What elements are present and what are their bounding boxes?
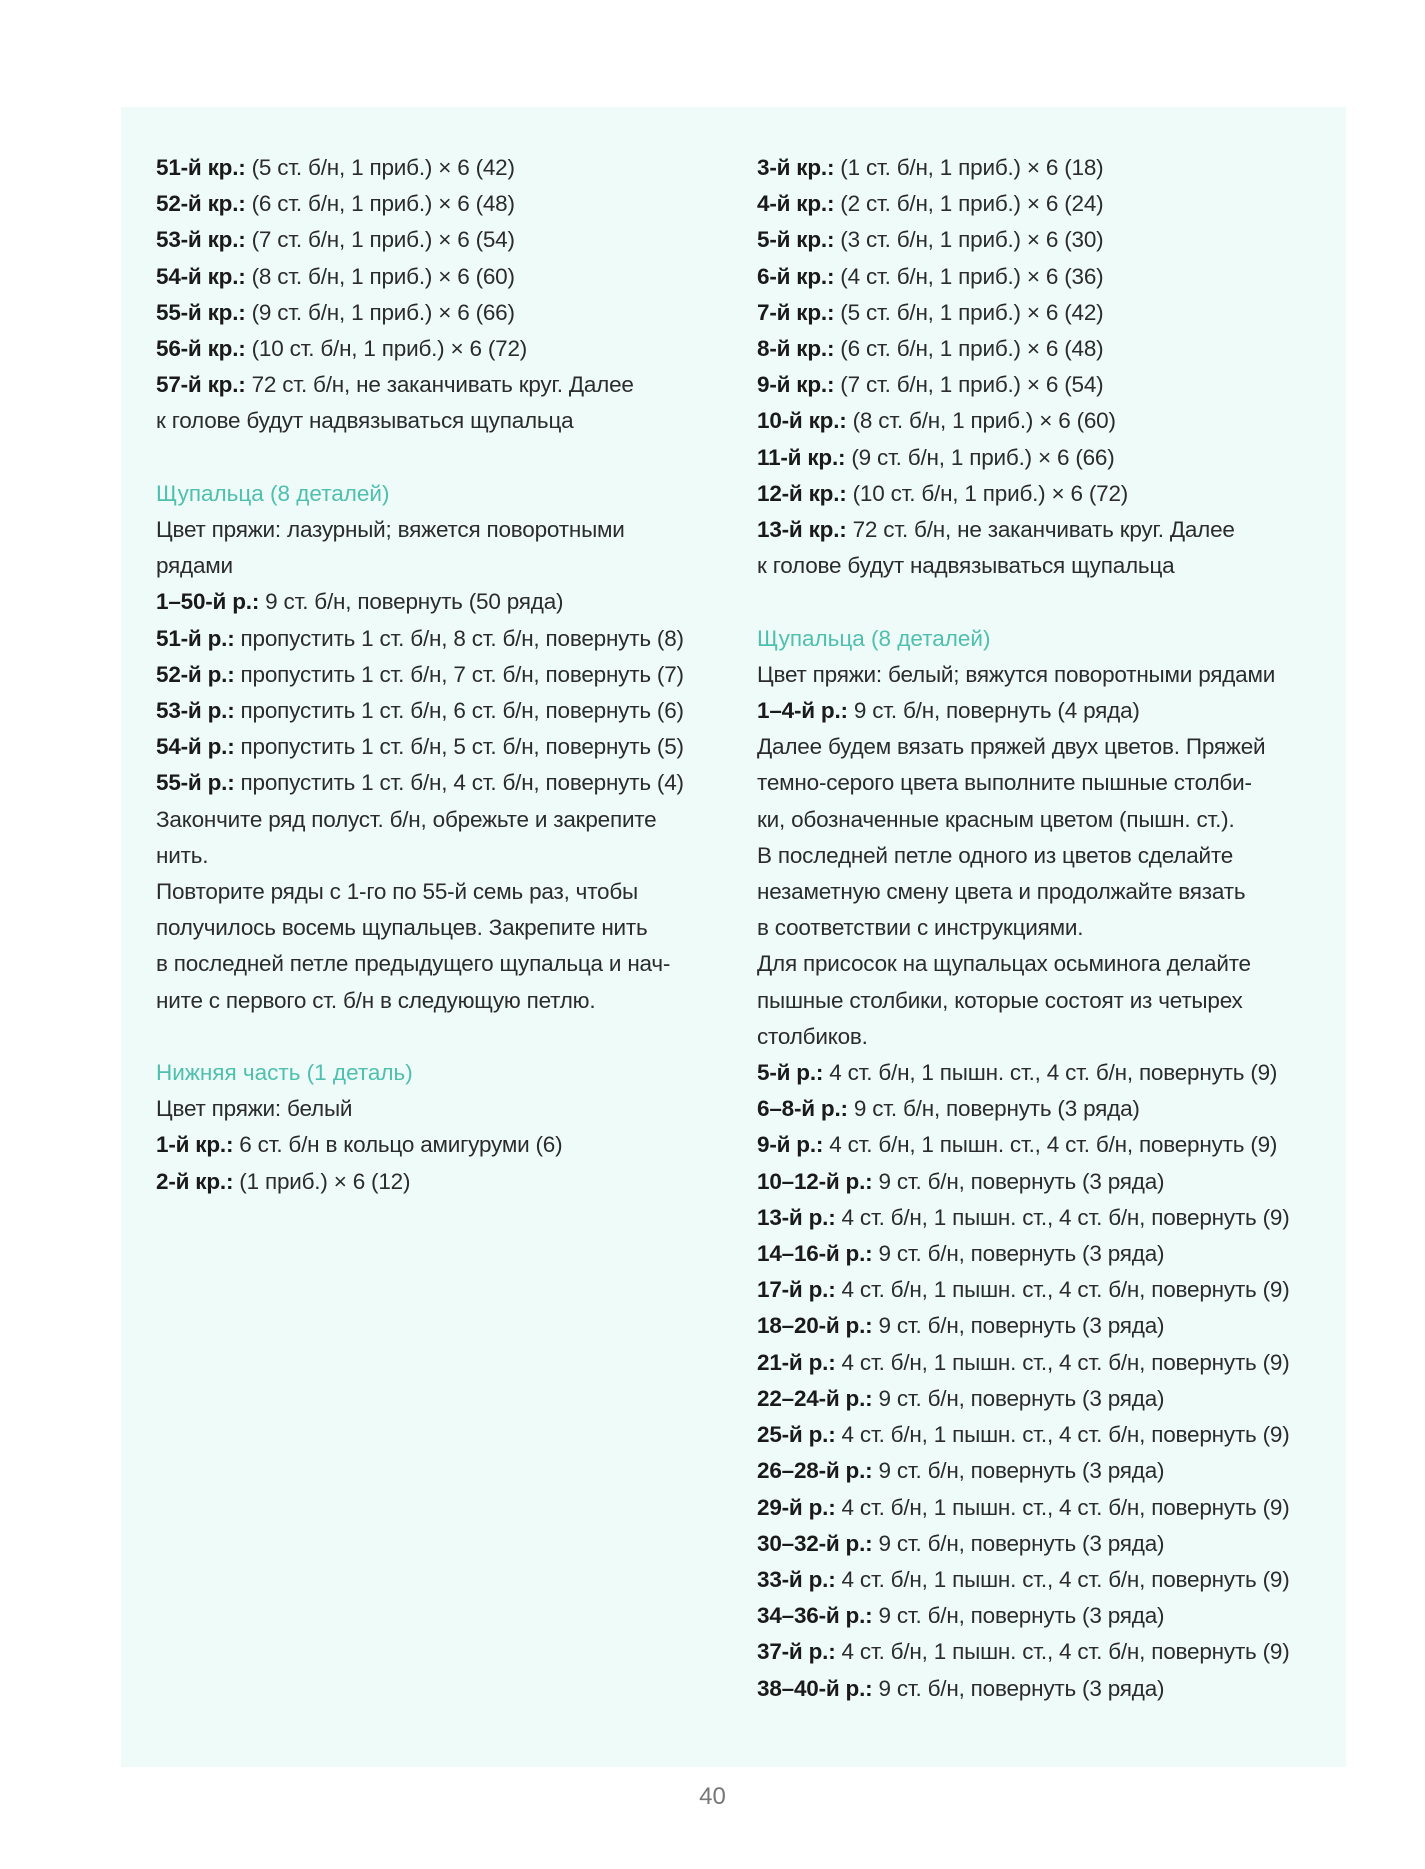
round-label: 51-й кр.: — [156, 155, 246, 180]
round-label: 11-й кр.: — [757, 444, 846, 470]
row-label: 14–16-й р.: — [757, 1241, 873, 1267]
row-text: 4 ст. б/н, 1 пышн. ст., 4 ст. б/н, повернуть (9) — [823, 1060, 1278, 1086]
row-text: 9 ст. б/н, повернуть (3 ряда) — [872, 1313, 1165, 1339]
row-line — [757, 1453, 1317, 1489]
round-line — [757, 367, 1317, 403]
round-line — [757, 403, 1317, 439]
instruction-line: нить. — [156, 842, 209, 868]
round-text: 72 ст. б/н, не заканчивать круг. Далее — [245, 372, 634, 398]
row-line — [156, 584, 716, 620]
round-text: (9 ст. б/н, 1 приб.) × 6 (66) — [245, 299, 515, 325]
row-text: 9 ст. б/н, повернуть (3 ряда) — [872, 1603, 1165, 1629]
yarn-color-line: Цвет пряжи: лазурный; вяжется поворотными — [156, 517, 625, 543]
spacer — [757, 584, 1317, 620]
row-text: 9 ст. б/н, повернуть (4 ряда) — [847, 698, 1140, 724]
round-label: 3-й кр.: — [757, 155, 835, 180]
round-text: (2 ст. б/н, 1 приб.) × 6 (24) — [834, 191, 1104, 217]
rounds-continuation: к голове будут надвязываться щупальца — [757, 553, 1175, 579]
round-line — [757, 186, 1317, 222]
row-text: 4 ст. б/н, 1 пышн. ст., 4 ст. б/н, повернуть (9) — [835, 1494, 1290, 1520]
row-text: 4 ст. б/н, 1 пышн. ст., 4 ст. б/н, повернуть (9) — [823, 1132, 1278, 1158]
instruction-line: в последней петле предыдущего щупальца и нач- — [156, 951, 671, 977]
row-line — [757, 1562, 1317, 1598]
row-line — [156, 657, 716, 693]
page-number: 40 — [699, 1783, 726, 1810]
row-label: 38–40-й р.: — [757, 1675, 873, 1701]
round-text: (6 ст. б/н, 1 приб.) × 6 (48) — [834, 336, 1104, 362]
row-line — [757, 1345, 1317, 1381]
row-label: 6–8-й р.: — [757, 1096, 848, 1122]
row-text: 4 ст. б/н, 1 пышн. ст., 4 ст. б/н, повернуть (9) — [835, 1277, 1290, 1303]
row-text: 4 ст. б/н, 1 пышн. ст., 4 ст. б/н, повернуть (9) — [835, 1566, 1290, 1592]
yarn-color-line: Цвет пряжи: белый — [156, 1096, 353, 1122]
round-text: (1 приб.) × 6 (12) — [233, 1168, 411, 1194]
round-label: 53-й кр.: — [156, 227, 246, 253]
row-line — [757, 1127, 1317, 1163]
round-text: (1 ст. б/н, 1 приб.) × 6 (18) — [834, 155, 1104, 180]
rounds-continuation: к голове будут надвязываться щупальца — [156, 408, 574, 434]
row-text: пропустить 1 ст. б/н, 6 ст. б/н, повернуть (6) — [234, 698, 684, 724]
row-line — [156, 693, 716, 729]
row-label: 54-й р.: — [156, 734, 235, 760]
round-text: (8 ст. б/н, 1 приб.) × 6 (60) — [245, 263, 515, 289]
row-line — [757, 1634, 1317, 1670]
row-line — [156, 765, 716, 801]
row-label: 30–32-й р.: — [757, 1530, 873, 1556]
yarn-color-line: Цвет пряжи: белый; вяжутся поворотными рядами — [757, 661, 1276, 687]
instruction-line: темно-серого цвета выполните пышные столби- — [757, 770, 1252, 796]
row-text: 4 ст. б/н, 1 пышн. ст., 4 ст. б/н, повернуть (9) — [835, 1349, 1290, 1375]
instruction-line: получилось восемь щупальцев. Закрепите нить — [156, 915, 648, 941]
row-label: 53-й р.: — [156, 698, 235, 724]
round-label: 8-й кр.: — [757, 336, 835, 362]
round-line — [156, 1164, 716, 1200]
row-line — [757, 1381, 1317, 1417]
row-text: 9 ст. б/н, повернуть (3 ряда) — [872, 1241, 1165, 1267]
row-text: 9 ст. б/н, повернуть (50 ряда) — [259, 589, 564, 615]
round-text: (10 ст. б/н, 1 приб.) × 6 (72) — [846, 480, 1129, 506]
round-line — [156, 150, 716, 186]
row-label: 1–4-й р.: — [757, 698, 848, 724]
round-label: 7-й кр.: — [757, 299, 835, 325]
spacer — [156, 1019, 716, 1055]
row-text: пропустить 1 ст. б/н, 7 ст. б/н, повернуть (7) — [234, 661, 684, 687]
row-label: 9-й р.: — [757, 1132, 824, 1158]
instruction-line: ните с первого ст. б/н в следующую петлю. — [156, 987, 596, 1013]
row-label: 37-й р.: — [757, 1639, 836, 1665]
row-text: 9 ст. б/н, повернуть (3 ряда) — [847, 1096, 1140, 1122]
round-line — [757, 476, 1317, 512]
round-label: 57-й кр.: — [156, 372, 246, 398]
row-line — [757, 1272, 1317, 1308]
row-label: 10–12-й р.: — [757, 1168, 873, 1194]
round-line — [757, 512, 1317, 548]
instruction-line: ки, обозначенные красным цветом (пышн. ст.). — [757, 806, 1235, 832]
instruction-line: пышные столбики, которые состоят из четырех — [757, 987, 1243, 1013]
round-label: 9-й кр.: — [757, 372, 835, 398]
row-label: 18–20-й р.: — [757, 1313, 873, 1339]
round-text: (7 ст. б/н, 1 приб.) × 6 (54) — [834, 372, 1104, 398]
row-text: пропустить 1 ст. б/н, 4 ст. б/н, повернуть (4) — [234, 770, 684, 796]
row-label: 34–36-й р.: — [757, 1603, 873, 1629]
row-text: 9 ст. б/н, повернуть (3 ряда) — [872, 1385, 1165, 1411]
round-text: (4 ст. б/н, 1 приб.) × 6 (36) — [834, 263, 1104, 289]
row-text: 4 ст. б/н, 1 пышн. ст., 4 ст. б/н, повернуть (9) — [835, 1204, 1290, 1230]
round-label: 52-й кр.: — [156, 191, 246, 217]
round-line — [156, 1127, 716, 1163]
round-label: 6-й кр.: — [757, 263, 835, 289]
row-text: пропустить 1 ст. б/н, 5 ст. б/н, повернуть (5) — [234, 734, 684, 760]
right-column — [757, 150, 1317, 1707]
round-line — [757, 295, 1317, 331]
row-text: пропустить 1 ст. б/н, 8 ст. б/н, повернуть (8) — [234, 625, 684, 651]
round-text: 6 ст. б/н в кольцо амигуруми (6) — [233, 1132, 563, 1158]
round-label: 1-й кр.: — [156, 1132, 234, 1158]
row-text: 9 ст. б/н, повернуть (3 ряда) — [872, 1458, 1165, 1484]
round-line — [757, 150, 1317, 186]
row-label: 22–24-й р.: — [757, 1385, 873, 1411]
row-label: 17-й р.: — [757, 1277, 836, 1303]
round-label: 4-й кр.: — [757, 191, 835, 217]
row-text: 9 ст. б/н, повернуть (3 ряда) — [872, 1675, 1165, 1701]
instruction-line: Закончите ряд полуст. б/н, обрежьте и закрепите — [156, 806, 657, 832]
instruction-line: незаметную смену цвета и продолжайте вязать — [757, 879, 1246, 905]
row-label: 51-й р.: — [156, 625, 235, 651]
row-line — [757, 1598, 1317, 1634]
row-text: 4 ст. б/н, 1 пышн. ст., 4 ст. б/н, повернуть (9) — [835, 1422, 1290, 1448]
instruction-line: В последней петле одного из цветов сделайте — [757, 842, 1234, 868]
round-text: (6 ст. б/н, 1 приб.) × 6 (48) — [245, 191, 515, 217]
row-line — [757, 1490, 1317, 1526]
row-label: 13-й р.: — [757, 1204, 836, 1230]
instruction-line: в соответствии с инструкциями. — [757, 915, 1084, 941]
row-text: 4 ст. б/н, 1 пышн. ст., 4 ст. б/н, повернуть (9) — [835, 1639, 1290, 1665]
row-text: 9 ст. б/н, повернуть (3 ряда) — [872, 1168, 1165, 1194]
round-label: 10-й кр.: — [757, 408, 847, 434]
yarn-color-line: рядами — [156, 553, 233, 579]
row-line — [156, 621, 716, 657]
row-label: 52-й р.: — [156, 661, 235, 687]
round-text: (3 ст. б/н, 1 приб.) × 6 (30) — [834, 227, 1104, 253]
round-text: (7 ст. б/н, 1 приб.) × 6 (54) — [245, 227, 515, 253]
round-label: 12-й кр.: — [757, 480, 847, 506]
section-heading-bottom: Нижняя часть (1 деталь) — [156, 1060, 413, 1086]
row-label: 21-й р.: — [757, 1349, 836, 1375]
round-line — [156, 331, 716, 367]
row-label: 29-й р.: — [757, 1494, 836, 1520]
row-line — [757, 693, 1317, 729]
instruction-line: Для присосок на щупальцах осьминога делайте — [757, 951, 1251, 977]
round-text: (5 ст. б/н, 1 приб.) × 6 (42) — [245, 155, 515, 180]
row-label: 55-й р.: — [156, 770, 235, 796]
row-line — [757, 1308, 1317, 1344]
round-line — [156, 259, 716, 295]
row-line — [757, 1526, 1317, 1562]
round-text: 72 ст. б/н, не заканчивать круг. Далее — [846, 517, 1235, 543]
spacer — [156, 440, 716, 476]
row-line — [757, 1055, 1317, 1091]
section-heading-tentacles: Щупальца (8 деталей) — [757, 625, 991, 651]
round-line — [757, 440, 1317, 476]
row-line — [757, 1200, 1317, 1236]
row-text: 9 ст. б/н, повернуть (3 ряда) — [872, 1530, 1165, 1556]
round-text: (8 ст. б/н, 1 приб.) × 6 (60) — [846, 408, 1116, 434]
round-line — [156, 186, 716, 222]
row-label: 25-й р.: — [757, 1422, 836, 1448]
instruction-line: Далее будем вязать пряжей двух цветов. Пряжей — [757, 734, 1266, 760]
round-label: 2-й кр.: — [156, 1168, 234, 1194]
round-label: 55-й кр.: — [156, 299, 246, 325]
instruction-line: Повторите ряды с 1-го по 55-й семь раз, чтобы — [156, 879, 639, 905]
row-label: 1–50-й р.: — [156, 589, 260, 615]
round-line — [156, 222, 716, 258]
round-text: (5 ст. б/н, 1 приб.) × 6 (42) — [834, 299, 1104, 325]
row-label: 5-й р.: — [757, 1060, 824, 1086]
row-line — [757, 1236, 1317, 1272]
left-column — [156, 150, 716, 1200]
row-line — [757, 1091, 1317, 1127]
row-line — [757, 1417, 1317, 1453]
round-line — [156, 367, 716, 403]
round-line — [757, 222, 1317, 258]
round-line — [156, 295, 716, 331]
round-text: (10 ст. б/н, 1 приб.) × 6 (72) — [245, 336, 528, 362]
round-text: (9 ст. б/н, 1 приб.) × 6 (66) — [845, 444, 1115, 470]
row-line — [156, 729, 716, 765]
round-label: 13-й кр.: — [757, 517, 847, 543]
round-label: 54-й кр.: — [156, 263, 246, 289]
instruction-line: столбиков. — [757, 1023, 868, 1049]
round-label: 56-й кр.: — [156, 336, 246, 362]
row-line — [757, 1671, 1317, 1707]
round-line — [757, 259, 1317, 295]
row-label: 33-й р.: — [757, 1566, 836, 1592]
row-label: 26–28-й р.: — [757, 1458, 873, 1484]
round-line — [757, 331, 1317, 367]
round-label: 5-й кр.: — [757, 227, 835, 253]
row-line — [757, 1164, 1317, 1200]
section-heading-tentacles: Щупальца (8 деталей) — [156, 480, 390, 506]
